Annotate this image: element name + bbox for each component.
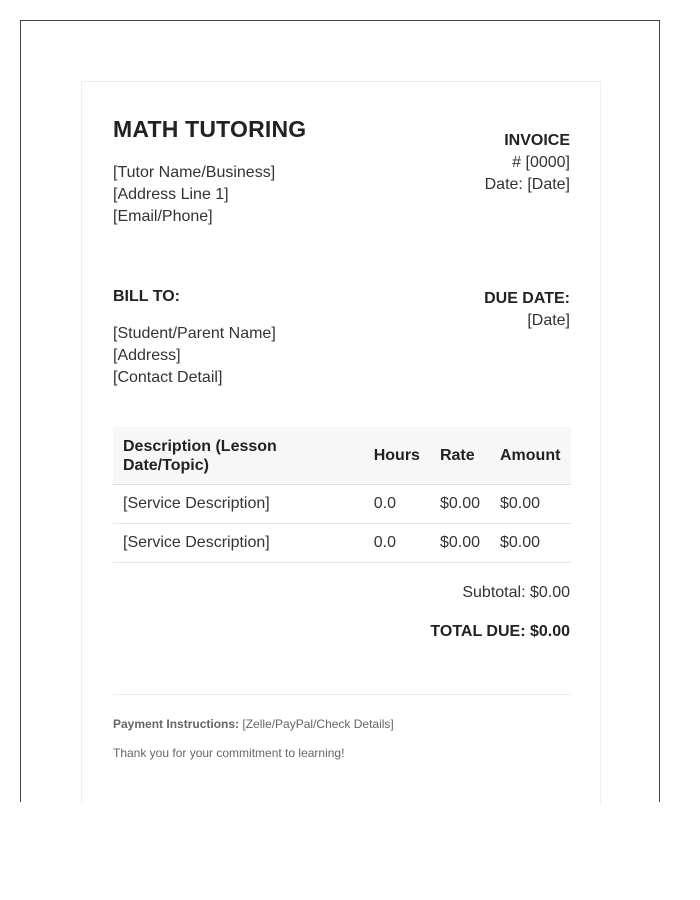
document-page <box>20 20 660 802</box>
cell-amount: $0.00 <box>490 485 571 524</box>
bill-to-line-address: [Address] <box>113 347 181 364</box>
due-date-label: DUE DATE: <box>484 290 570 307</box>
payment-instructions-label: Payment Instructions: <box>113 717 240 731</box>
footer-divider <box>113 694 571 695</box>
table-row <box>113 524 571 563</box>
cell-rate: $0.00 <box>430 485 490 524</box>
column-header-rate: Rate <box>430 427 490 485</box>
from-line-name: [Tutor Name/Business] <box>113 164 276 181</box>
table-row <box>113 485 571 524</box>
cell-rate: $0.00 <box>430 524 490 563</box>
invoice-label: INVOICE <box>504 132 570 149</box>
line-items-table <box>113 427 571 563</box>
bill-to-line-name: [Student/Parent Name] <box>113 325 276 342</box>
table-header-row <box>113 427 571 485</box>
cell-description: [Service Description] <box>113 485 364 524</box>
subtotal: Subtotal: $0.00 <box>462 584 570 601</box>
payment-instructions-value: [Zelle/PayPal/Check Details] <box>239 717 394 731</box>
due-date-block <box>484 288 570 332</box>
invoice-number: # [0000] <box>512 154 570 171</box>
invoice-card <box>81 81 601 803</box>
cell-hours: 0.0 <box>364 524 430 563</box>
bill-to-line-contact: [Contact Detail] <box>113 369 223 386</box>
column-header-hours: Hours <box>364 427 430 485</box>
column-header-description: Description (Lesson Date/Topic) <box>113 427 364 485</box>
invoice-title: MATH TUTORING <box>113 116 307 142</box>
due-date-value: [Date] <box>527 312 570 329</box>
from-address <box>113 162 275 228</box>
cell-amount: $0.00 <box>490 524 571 563</box>
column-header-amount: Amount <box>490 427 571 485</box>
payment-instructions <box>113 717 394 731</box>
total-due: TOTAL DUE: $0.00 <box>430 623 570 640</box>
bill-to-address <box>113 323 276 389</box>
bill-to-label: BILL TO: <box>113 288 180 305</box>
from-line-address: [Address Line 1] <box>113 186 229 203</box>
invoice-date: Date: [Date] <box>484 176 570 193</box>
cell-hours: 0.0 <box>364 485 430 524</box>
from-line-contact: [Email/Phone] <box>113 208 213 225</box>
cell-description: [Service Description] <box>113 524 364 563</box>
thank-you-note: Thank you for your commitment to learning! <box>113 746 345 760</box>
invoice-meta <box>485 130 570 196</box>
